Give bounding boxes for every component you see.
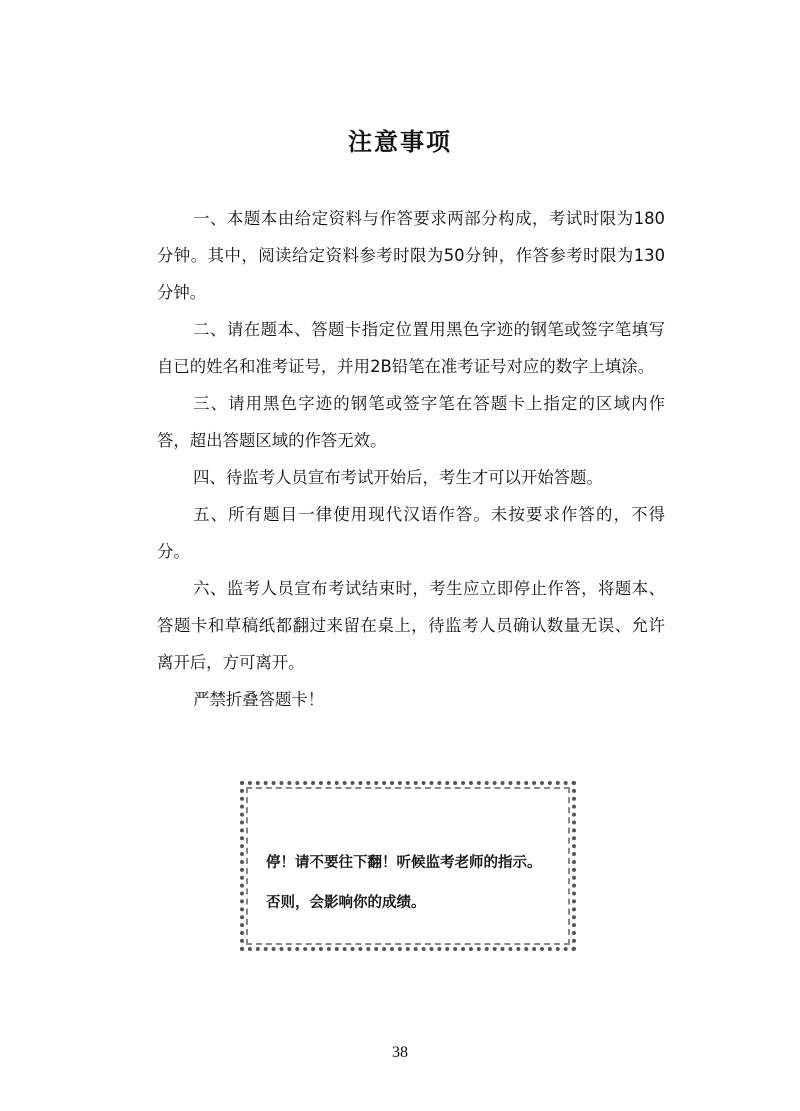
instructions — [157, 200, 665, 718]
stop-notice-line-2: 否则，会影响你的成绩。 — [266, 894, 426, 911]
instruction-no-folding: 严禁折叠答题卡！ — [193, 690, 325, 709]
instruction-5: 五、所有题目一律使用现代汉语作答。未按要求作答的，不得分。 — [157, 505, 665, 561]
stop-notice-line-1: 停！请不要往下翻！听候监考老师的指示。 — [266, 854, 542, 871]
instruction-4: 四、待监考人员宣布考试开始后，考生才可以开始答题。 — [193, 468, 603, 487]
instruction-2: 二、请在题本、答题卡指定位置用黑色字迹的钢笔或签字笔填写自已的姓名和准考证号，并用2B铅笔在准考证号对应的数字上填涂。 — [157, 320, 665, 376]
instruction-6: 六、监考人员宣布考试结束时，考生应立即停止作答，将题本、答题卡和草稿纸都翻过来留在桌上，待监考人员确认数量无误、允许离开后，方可离开。 — [157, 579, 665, 672]
page-title: 注意事项 — [348, 128, 452, 156]
stop-notice-text — [266, 843, 564, 923]
instruction-1: 一、本题本由给定资料与作答要求两部分构成，考试时限为180分钟。其中，阅读给定资料参考时限为50分钟，作答参考时限为130分钟。 — [157, 209, 665, 302]
instruction-3: 三、请用黑色字迹的钢笔或签字笔在答题卡上指定的区域内作答，超出答题区域的作答无效。 — [157, 394, 665, 450]
stop-notice-box — [240, 781, 576, 951]
page-number: 38 — [392, 1044, 408, 1061]
